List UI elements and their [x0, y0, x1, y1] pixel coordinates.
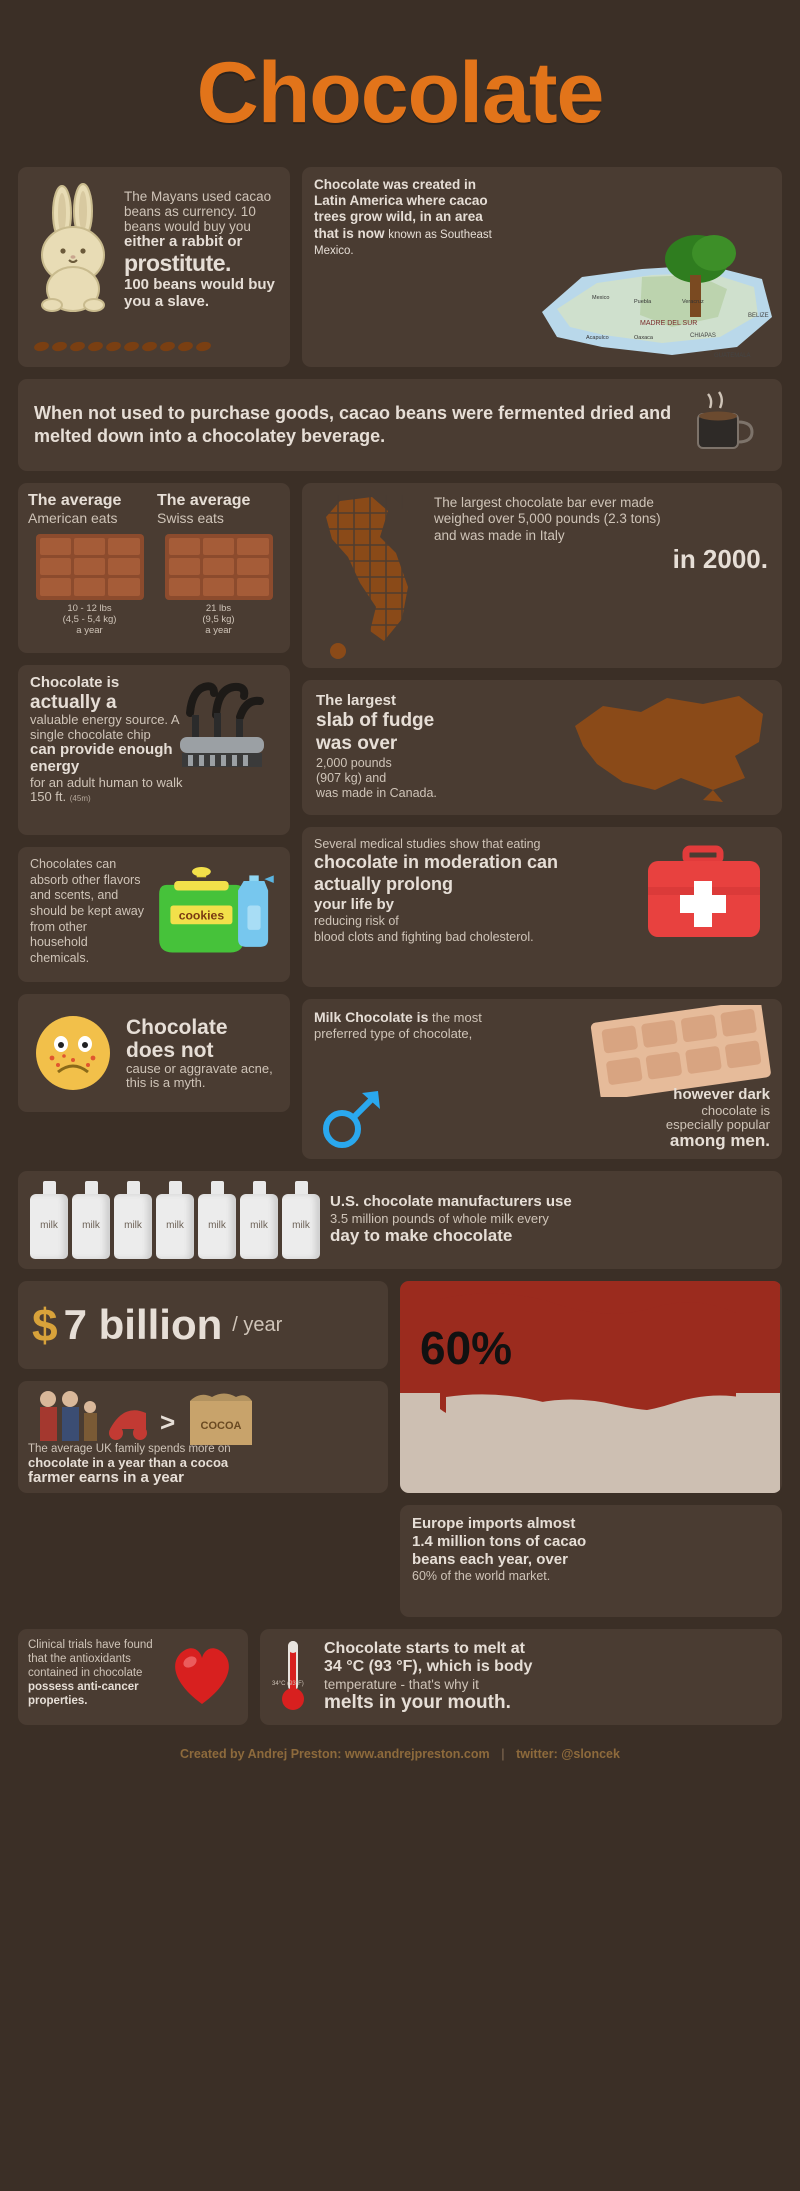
fudge-line-4: 2,000 pounds: [316, 755, 392, 770]
milk-usage-line-3: day to make chocolate: [330, 1226, 513, 1246]
svg-text:Puebla: Puebla: [634, 299, 652, 305]
acne-line-1: Chocolate: [126, 1015, 228, 1039]
mayan-line-2: either a rabbit or: [124, 233, 243, 251]
panel-acne-myth: [18, 994, 290, 1112]
cancer-line-2: that the antioxidants: [28, 1653, 131, 1666]
cacao-bean-icon: [159, 341, 176, 353]
largest-bar-year: in 2000.: [672, 544, 768, 575]
latinmap-text: Chocolate was created in Latin America where cacao trees grow wild, in an area that is now known as Southeast Mexico.: [314, 177, 492, 258]
cancer-line-1: Clinical trials have found: [28, 1639, 153, 1651]
svg-text:Mexico: Mexico: [592, 295, 610, 301]
sad-face-icon: [30, 1010, 116, 1096]
cacao-bean-icon: [123, 341, 140, 353]
panel-medical-studies: [302, 827, 782, 987]
thermometer-icon: [270, 1637, 316, 1717]
mayan-line-4: 100 beans would buy you a slave.: [124, 275, 275, 310]
svg-text:MADRE DEL SUR: MADRE DEL SUR: [640, 320, 698, 327]
melt-line-3: temperature - that's why it: [324, 1676, 479, 1692]
italy-map-icon: [310, 491, 430, 666]
right-column: [302, 483, 782, 1159]
beverage-text: When not used to purchase goods, cacao beans were fermented dried and melted down into a chocolatey beverage.: [34, 402, 672, 446]
milk-bottle-icon: milk: [240, 1181, 278, 1259]
footer-separator: |: [501, 1747, 505, 1761]
milk-usage-line-1: U.S. chocolate manufacturers use: [330, 1193, 572, 1211]
cookie-jar-and-spray-illustration: [146, 857, 278, 969]
cacao-bean-icon: [195, 341, 212, 353]
melt-line-2: 34 °C (93 °F), which is body: [324, 1658, 533, 1676]
canada-map-icon: [563, 686, 778, 811]
mexico-map-illustration: [522, 217, 782, 367]
annual-spend-value: 7 billion: [63, 1301, 223, 1348]
footer: [18, 1737, 782, 1761]
cancer-line-3: contained in chocolate: [28, 1667, 143, 1680]
panel-anticancer: [18, 1629, 248, 1725]
cacao-bean-icon: [87, 341, 104, 353]
europe-percent: 60%: [420, 1322, 513, 1374]
largest-bar-text: The largest chocolate bar ever made weighed over 5,000 pounds (2.3 tons) and was made in Italy: [434, 495, 661, 543]
cancer-text: [28, 1638, 160, 1716]
milk-bottle-icon: milk: [198, 1181, 236, 1259]
panel-absorb-flavors: [18, 847, 290, 982]
heart-icon: [166, 1638, 238, 1708]
panel-europe-share: [400, 1281, 782, 1493]
svg-text:Acapulco: Acapulco: [586, 335, 609, 341]
milk-bottle-icon: milk: [72, 1181, 110, 1259]
annual-spend-period: / year: [232, 1313, 283, 1336]
panel-largest-fudge: [302, 680, 782, 815]
panel-beverage: [18, 379, 782, 471]
avg-swiss-head: The average: [157, 492, 251, 509]
cacao-beans-group: [34, 342, 211, 351]
panel-annual-spend: [18, 1281, 388, 1369]
dollar-sign-icon: $: [32, 1299, 58, 1351]
energy-line-4: can provide enough energy: [30, 741, 173, 775]
imports-line-4: 60% of the world market.: [412, 1569, 551, 1583]
milk-usage-line-2: 3.5 million pounds of whole milk every: [330, 1211, 549, 1227]
medical-line-3: your life by: [314, 896, 395, 914]
rabbit-illustration: [28, 177, 124, 357]
cacao-bean-icon: [141, 341, 158, 353]
medical-line-5: blood clots and fighting bad cholesterol.: [314, 929, 534, 944]
panel-largest-chocolate-bar: [302, 483, 782, 668]
energy-line-1: Chocolate is: [30, 674, 120, 691]
milk-usage-text: [330, 1193, 770, 1246]
chocolate-tray-icon: [589, 1005, 774, 1097]
panel-melting-point: [260, 1629, 782, 1725]
acne-line-2: does not: [126, 1038, 214, 1062]
mayan-line-1: The Mayans used cacao beans as currency. 10 beans would buy you: [124, 189, 272, 235]
avg-swiss-sub: Swiss eats: [157, 509, 224, 526]
panel-latin-america-origin: [302, 167, 782, 367]
chocolate-bar-icon: [36, 534, 144, 600]
milkchoc-line-2: the most preferred type of chocolate,: [314, 1010, 482, 1041]
svg-text:>: >: [160, 1407, 176, 1437]
medical-line-2: chocolate in moderation can actually prolong: [314, 852, 559, 895]
average-swiss: [157, 493, 280, 643]
milkchoc-line-5: especially popular: [665, 1117, 770, 1133]
medical-line-4: reducing risk of: [314, 914, 399, 929]
panel-average-consumption: [18, 483, 290, 653]
milk-bottle-icon: milk: [282, 1181, 320, 1259]
milk-bottle-icon: milk: [156, 1181, 194, 1259]
europe-column: [400, 1281, 782, 1617]
cacao-bean-icon: [33, 341, 50, 353]
medical-text: [314, 837, 564, 945]
rabbit-icon: [28, 177, 124, 327]
avg-american-sub: American eats: [28, 509, 118, 526]
row-cancer-melt: [18, 1629, 782, 1725]
first-aid-kit-icon: [636, 841, 776, 961]
svg-text:Oaxaca: Oaxaca: [634, 335, 653, 341]
avg-american-head: The average: [28, 492, 122, 509]
row-average-and-records: [18, 483, 782, 1159]
panel-uk-family-vs-farmer: [18, 1381, 388, 1493]
svg-text:COCOA: COCOA: [200, 1420, 242, 1432]
chocolate-bar-icon: [165, 534, 273, 600]
energy-line-3: valuable energy source. A single chocolate chip: [30, 712, 179, 742]
europe-map-icon: [400, 1281, 780, 1493]
svg-text:Veracruz: Veracruz: [682, 299, 704, 305]
factory-icon: [170, 673, 282, 778]
family-line-3: farmer earns in a year: [28, 1469, 184, 1487]
avg-swiss-amount: 21 lbs (9,5 kg) a year: [202, 602, 235, 636]
melt-line-1: Chocolate starts to melt at: [324, 1640, 525, 1658]
panel-energy-source: [18, 665, 290, 835]
milk-bottle-icon: milk: [114, 1181, 152, 1259]
svg-text:BELIZE: BELIZE: [748, 313, 769, 319]
milkchoc-line-4: chocolate is: [701, 1102, 770, 1118]
page-title: Chocolate: [196, 45, 604, 141]
family-text: [28, 1443, 328, 1487]
cookies-text: Chocolates can absorb other flavors and scents, and should be kept away from other household chemicals.: [30, 857, 144, 965]
imports-line-2: 1.4 million tons of cacao: [412, 1533, 587, 1550]
medical-line-1: Several medical studies show that eating: [314, 837, 541, 851]
melt-line-4: melts in your mouth.: [324, 1692, 511, 1714]
hot-cocoa-mug-icon: [680, 390, 766, 460]
energy-line-2: actually a: [30, 691, 117, 713]
family-line-2: chocolate in a year than a cocoa: [28, 1454, 229, 1470]
panel-milk-vs-dark: [302, 999, 782, 1159]
family-line-1: The average UK family spends more on: [28, 1442, 231, 1455]
footer-twitter[interactable]: twitter: @sloncek: [516, 1747, 620, 1761]
svg-text:cookies: cookies: [179, 908, 225, 923]
cacao-bean-icon: [177, 341, 194, 353]
panel-mayan-currency: [18, 167, 290, 367]
milkchoc-line-6: among men.: [669, 1131, 770, 1151]
milkchoc-line-1: Milk Chocolate is: [314, 1009, 429, 1025]
svg-text:CHIAPAS: CHIAPAS: [690, 333, 716, 339]
fudge-line-6: was made in Canada.: [316, 785, 437, 800]
milk-bottle-icon: milk: [30, 1181, 68, 1259]
milk-bottles-group: [30, 1181, 320, 1259]
acne-line-3: cause or aggravate acne, this is a myth.: [126, 1060, 273, 1091]
milkchoc-line-3: however dark: [673, 1086, 770, 1104]
footer-credit[interactable]: Created by Andrej Preston: www.andrejpreston.com: [180, 1747, 490, 1761]
energy-line-5: for an adult human to walk 150 ft. (45m): [30, 774, 183, 805]
milkchoc-text-top: [314, 1009, 484, 1041]
cacao-bean-icon: [69, 341, 86, 353]
cacao-bean-icon: [105, 341, 122, 353]
imports-line-3: beans each year, over: [412, 1551, 568, 1568]
spending-column: [18, 1281, 388, 1617]
imports-line-1: Europe imports almost: [412, 1515, 576, 1532]
energy-ref: (45m): [69, 794, 91, 804]
cancer-line-4: possess anti-cancer properties.: [28, 1681, 139, 1708]
panel-milk-usage: [18, 1171, 782, 1269]
fudge-line-3: was over: [316, 732, 398, 754]
mayan-line-3: prostitute.: [124, 250, 231, 277]
row-mayans-latinmap: [18, 167, 782, 367]
fudge-line-2: slab of fudge: [316, 710, 435, 731]
svg-text:GUATEMALA: GUATEMALA: [714, 353, 751, 359]
cacao-bean-icon: [51, 341, 68, 353]
avg-american-amount: 10 - 12 lbs (4,5 - 5,4 kg) a year: [62, 602, 117, 636]
fudge-line-1: The largest: [316, 692, 397, 709]
fudge-line-5: (907 kg) and: [316, 770, 387, 785]
left-column: [18, 483, 290, 1159]
mayan-text-block: [124, 177, 280, 357]
milkchoc-text-bottom: [585, 1087, 770, 1151]
melt-text: [324, 1640, 772, 1714]
fudge-text: [316, 692, 464, 801]
male-symbol-icon: [316, 1083, 386, 1153]
panel-europe-imports: [400, 1505, 782, 1617]
row-spending-europe: [18, 1281, 782, 1617]
average-american: [28, 493, 151, 643]
thermo-label: 34°C (93°F): [272, 1681, 304, 1687]
acne-text: [126, 1016, 278, 1091]
